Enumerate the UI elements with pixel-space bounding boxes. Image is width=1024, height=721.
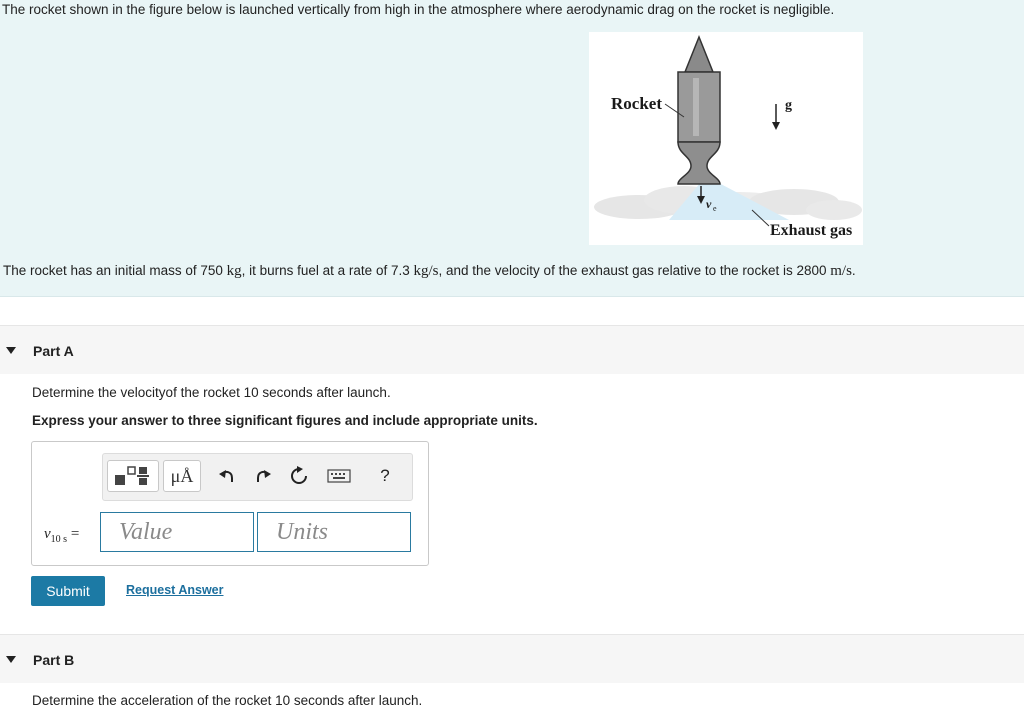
part-b-title: Part B [33,652,75,668]
given-text-4: . [851,263,856,278]
rocket-label: Rocket [611,94,662,113]
exhaust-cloud [594,182,862,220]
ve-label: v [706,197,712,211]
collapse-triangle-icon[interactable] [6,347,16,354]
submit-button[interactable]: Submit [31,576,105,606]
problem-statement [0,0,1024,297]
part-b-header[interactable] [0,634,1024,683]
part-a-header[interactable] [0,325,1024,374]
gravity-arrow [772,104,780,130]
problem-intro: The rocket shown in the figure below is launched vertically from high in the atmosphere where aerodynamic drag on the rocket is negligible. [2,2,835,17]
gravity-label: g [785,98,792,113]
reset-icon[interactable] [287,464,311,488]
part-a-question: Determine the velocityof the rocket 10 seconds after launch. [32,385,391,400]
templates-button[interactable] [107,460,159,492]
part-a-instruction: Express your answer to three significant figures and include appropriate units. [32,413,538,428]
given-text-3: , and the velocity of the exhaust gas relative to the rocket is 2800 [438,263,831,278]
collapse-triangle-icon[interactable] [6,656,16,663]
rocket-figure [589,32,863,245]
undo-icon[interactable] [215,464,239,488]
answer-box [31,441,429,566]
value-input[interactable]: Value [100,512,254,552]
help-icon[interactable]: ? [380,466,390,485]
part-a-title: Part A [33,343,74,359]
burn-rate-unit: kg/s [413,263,439,279]
variable-symbol: v [44,526,51,542]
given-text-1: The rocket has an initial mass of 750 [3,263,227,278]
answer-variable [44,526,79,545]
variable-subscript: 10 s [50,534,68,545]
rocket-body [678,37,720,184]
ve-subscript: e [713,204,717,213]
units-button[interactable]: μÅ [163,460,201,492]
exhaust-gas-label: Exhaust gas [770,222,853,239]
equals-sign: = [70,526,80,542]
mass-unit: kg [226,263,242,279]
units-input[interactable]: Units [257,512,411,552]
part-b-question: Determine the acceleration of the rocket 10 seconds after launch. [32,693,423,708]
math-toolbar [102,453,413,501]
rocket-diagram [589,32,863,245]
velocity-unit: m/s [830,263,852,279]
redo-icon[interactable] [251,464,275,488]
keyboard-icon[interactable] [325,464,353,488]
given-values [3,263,856,280]
request-answer-link[interactable]: Request Answer [126,583,224,597]
templates-icon [113,465,153,487]
given-text-2: , it burns fuel at a rate of 7.3 [241,263,414,278]
